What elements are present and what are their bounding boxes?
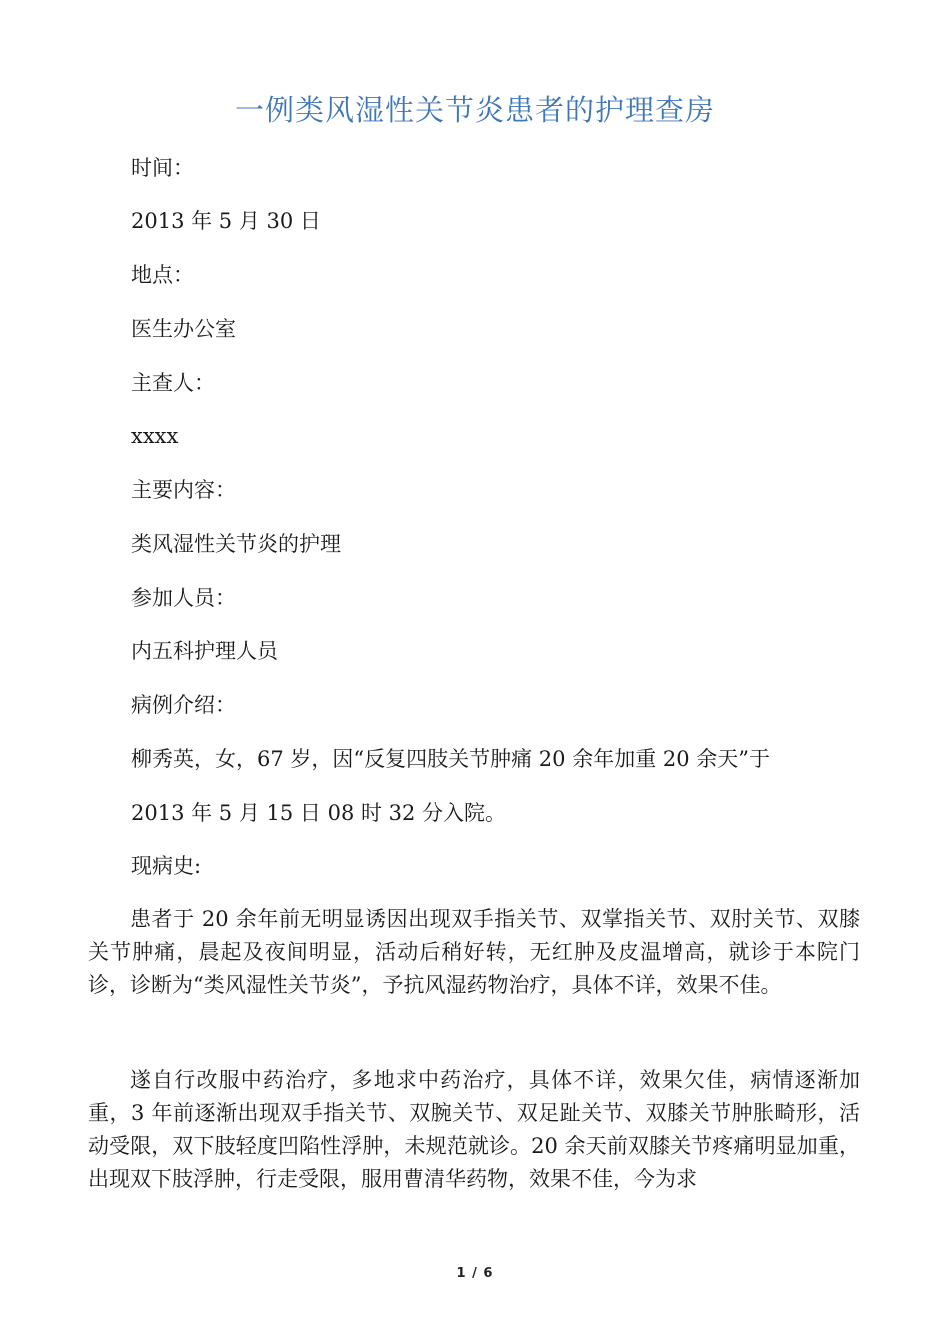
value-host: xxxx	[131, 424, 179, 448]
history-paragraph-2: 遂自行改服中药治疗，多地求中药治疗，具体不详，效果欠佳，病情逐渐加重，3 年前逐渐出现双手指关节、双腕关节、双足趾关节、双膝关节肿胀畸形，活动受限，双下肢轻度凹陷性浮肿，未规范就诊。20 余天前双膝关节疼痛明显加重，出现双下肢浮肿，行走受限，服用曹清华药物，效果不佳，今为求	[88, 1068, 860, 1191]
value-main-content: 类风湿性关节炎的护理	[131, 532, 341, 556]
page-indicator: 1 / 6	[456, 1266, 494, 1281]
value-location: 医生办公室	[131, 317, 236, 341]
case-intro-line-2: 2013 年 5 月 15 日 08 时 32 分入院。	[131, 801, 507, 825]
history-paragraph-1: 患者于 20 余年前无明显诱因出现双手指关节、双掌指关节、双肘关节、双膝关节肿痛，晨起及夜间明显，活动后稍好转，无红肿及皮温增高，就诊于本院门诊，诊断为“类风湿性关节炎”，予抗风湿药物治疗，具体不详，效果不佳。	[88, 907, 860, 997]
value-participants: 内五科护理人员	[131, 639, 278, 663]
label-host: 主查人：	[131, 371, 215, 395]
label-case-intro: 病例介绍：	[131, 693, 236, 717]
value-date: 2013 年 5 月 30 日	[131, 209, 321, 233]
case-intro-line-1: 柳秀英，女，67 岁，因“反复四肢关节肿痛 20 余年加重 20 余天”于	[131, 747, 771, 771]
label-main-content: 主要内容：	[131, 478, 236, 502]
document-title: 一例类风湿性关节炎患者的护理查房	[234, 93, 715, 127]
label-participants: 参加人员：	[131, 586, 236, 610]
label-time: 时间：	[131, 156, 194, 180]
label-location: 地点：	[131, 263, 194, 287]
label-present-history: 现病史:	[131, 854, 202, 878]
